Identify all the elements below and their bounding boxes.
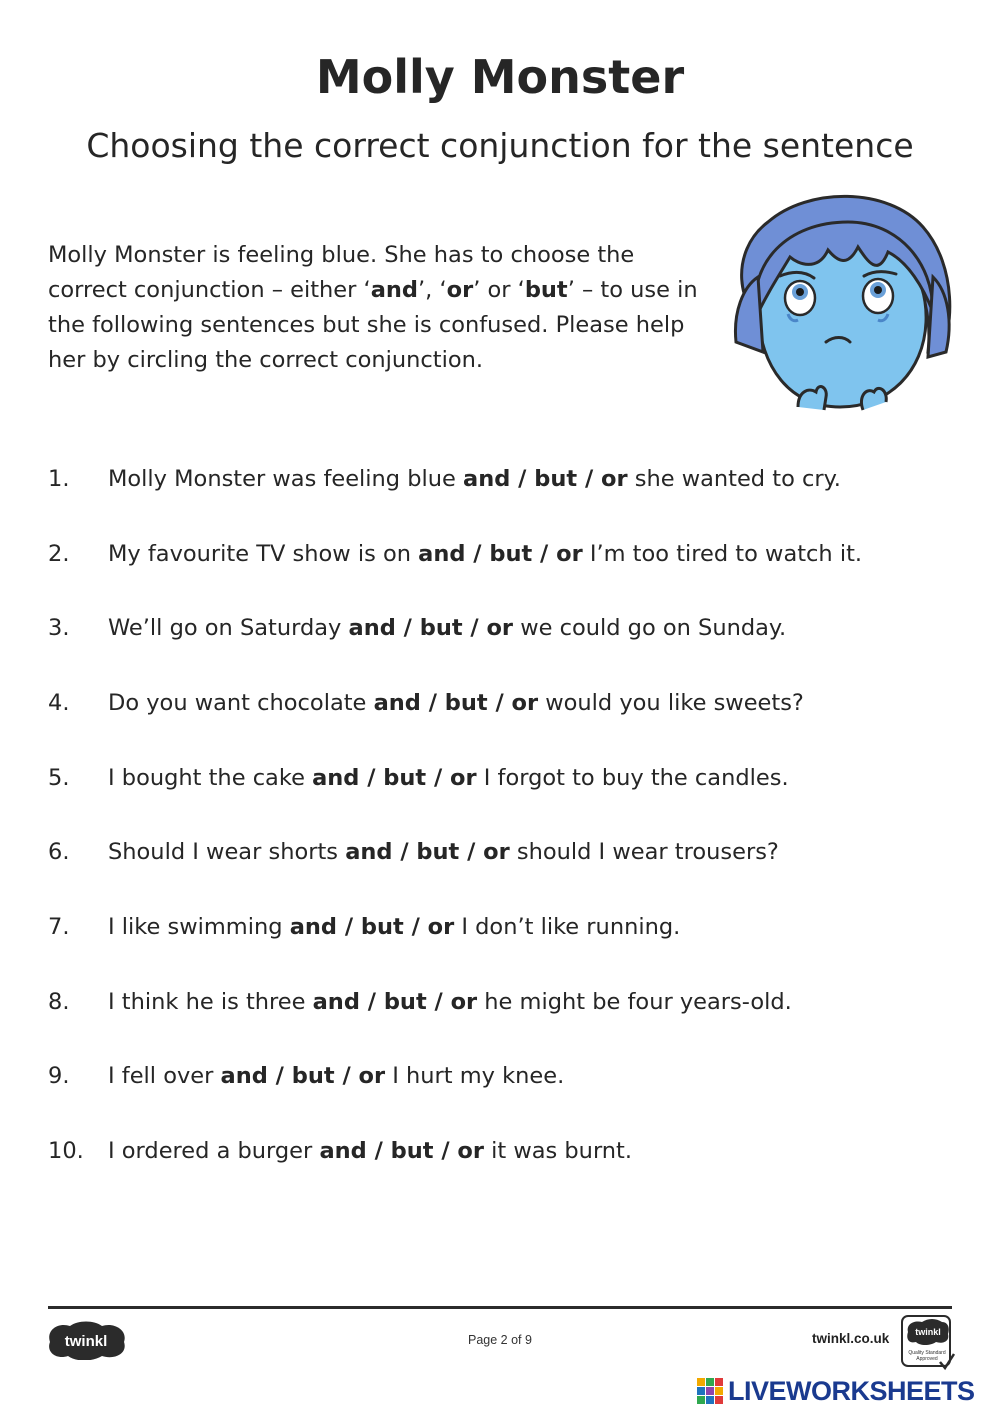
question-number: 2. <box>48 541 70 567</box>
molly-monster-illustration <box>728 192 956 424</box>
intro-and: and <box>370 277 419 303</box>
intro-text-1: Molly Monster is feeling blue. She has to choose the correct conjunction – either ‘ <box>48 242 635 303</box>
intro-sep-1: ’, ‘ <box>418 277 447 303</box>
question-number: 7. <box>48 914 70 940</box>
question-text-after: should I wear trousers? <box>516 839 779 865</box>
liveworksheets-logo-icon <box>696 1376 724 1406</box>
question-text-before: Should I wear shorts <box>108 839 339 865</box>
question-number: 6. <box>48 839 70 865</box>
conjunction-options[interactable]: and / but / or <box>312 765 477 791</box>
question-text-before: I like swimming <box>108 914 283 940</box>
question-text-before: Molly Monster was feeling blue <box>108 466 456 492</box>
conjunction-options[interactable]: and / but / or <box>289 914 455 940</box>
question-number: 5. <box>48 765 70 791</box>
question-text-before: I ordered a burger <box>108 1138 313 1164</box>
question-text-after: we could go on Sunday. <box>520 615 787 641</box>
question-text-before: My favourite TV show is on <box>108 541 411 567</box>
question-text-before: I think he is three <box>108 989 306 1015</box>
question-text-after: I’m too tired to watch it. <box>589 541 863 567</box>
question-number: 9. <box>48 1063 70 1089</box>
question-text-after: I forgot to buy the candles. <box>483 765 789 791</box>
question-text-after: would you like sweets? <box>545 690 804 716</box>
conjunction-options[interactable]: and / but / or <box>463 466 628 492</box>
conjunction-options[interactable]: and / but / or <box>220 1063 386 1089</box>
conjunction-options[interactable]: and / but / or <box>319 1138 484 1164</box>
quality-badge-icon <box>900 1314 956 1372</box>
question-text-before: We’ll go on Saturday <box>108 615 342 641</box>
question-number: 3. <box>48 615 70 641</box>
badge-line-1: Quality Standard <box>908 1350 946 1356</box>
question-text-before: I fell over <box>108 1063 214 1089</box>
footer-divider <box>48 1306 952 1309</box>
liveworksheets-watermark <box>696 1376 996 1410</box>
page-title: Molly Monster <box>315 50 685 104</box>
page-subtitle: Choosing the correct conjunction for the sentence <box>86 126 914 165</box>
question-text-after: I don’t like running. <box>461 914 681 940</box>
question-text-after: he might be four years-old. <box>484 989 792 1015</box>
question-text-after: it was burnt. <box>491 1138 633 1164</box>
question-text-before: Do you want chocolate <box>108 690 367 716</box>
page-number: Page 2 of 9 <box>468 1333 532 1347</box>
site-url[interactable]: twinkl.co.uk <box>812 1331 890 1346</box>
question-text-after: I hurt my knee. <box>392 1063 565 1089</box>
intro-text-2: ’ – to use in the following sentences but she is confused. Please help her by circling the correct conjunction. <box>48 277 698 373</box>
conjunction-options[interactable]: and / but / or <box>348 615 514 641</box>
question-number: 8. <box>48 989 70 1015</box>
conjunction-options[interactable]: and / but / or <box>345 839 510 865</box>
question-number: 10. <box>48 1138 84 1164</box>
badge-brand: twinkl <box>915 1327 941 1337</box>
conjunction-options[interactable]: and / but / or <box>418 541 583 567</box>
intro-sep-2: ’ or ‘ <box>473 277 525 303</box>
question-number: 4. <box>48 690 70 716</box>
intro-paragraph <box>48 238 708 378</box>
question-text-after: she wanted to cry. <box>634 466 841 492</box>
intro-but: but <box>524 277 568 303</box>
logo-text: twinkl <box>64 1333 108 1350</box>
question-number: 1. <box>48 466 70 492</box>
intro-or: or <box>446 277 474 303</box>
conjunction-options[interactable]: and / but / or <box>373 690 539 716</box>
question-text-before: I bought the cake <box>108 765 305 791</box>
badge-line-2: Approved <box>916 1356 938 1362</box>
conjunction-options[interactable]: and / but / or <box>312 989 478 1015</box>
watermark-text: LIVEWORKSHEETS <box>728 1376 975 1406</box>
